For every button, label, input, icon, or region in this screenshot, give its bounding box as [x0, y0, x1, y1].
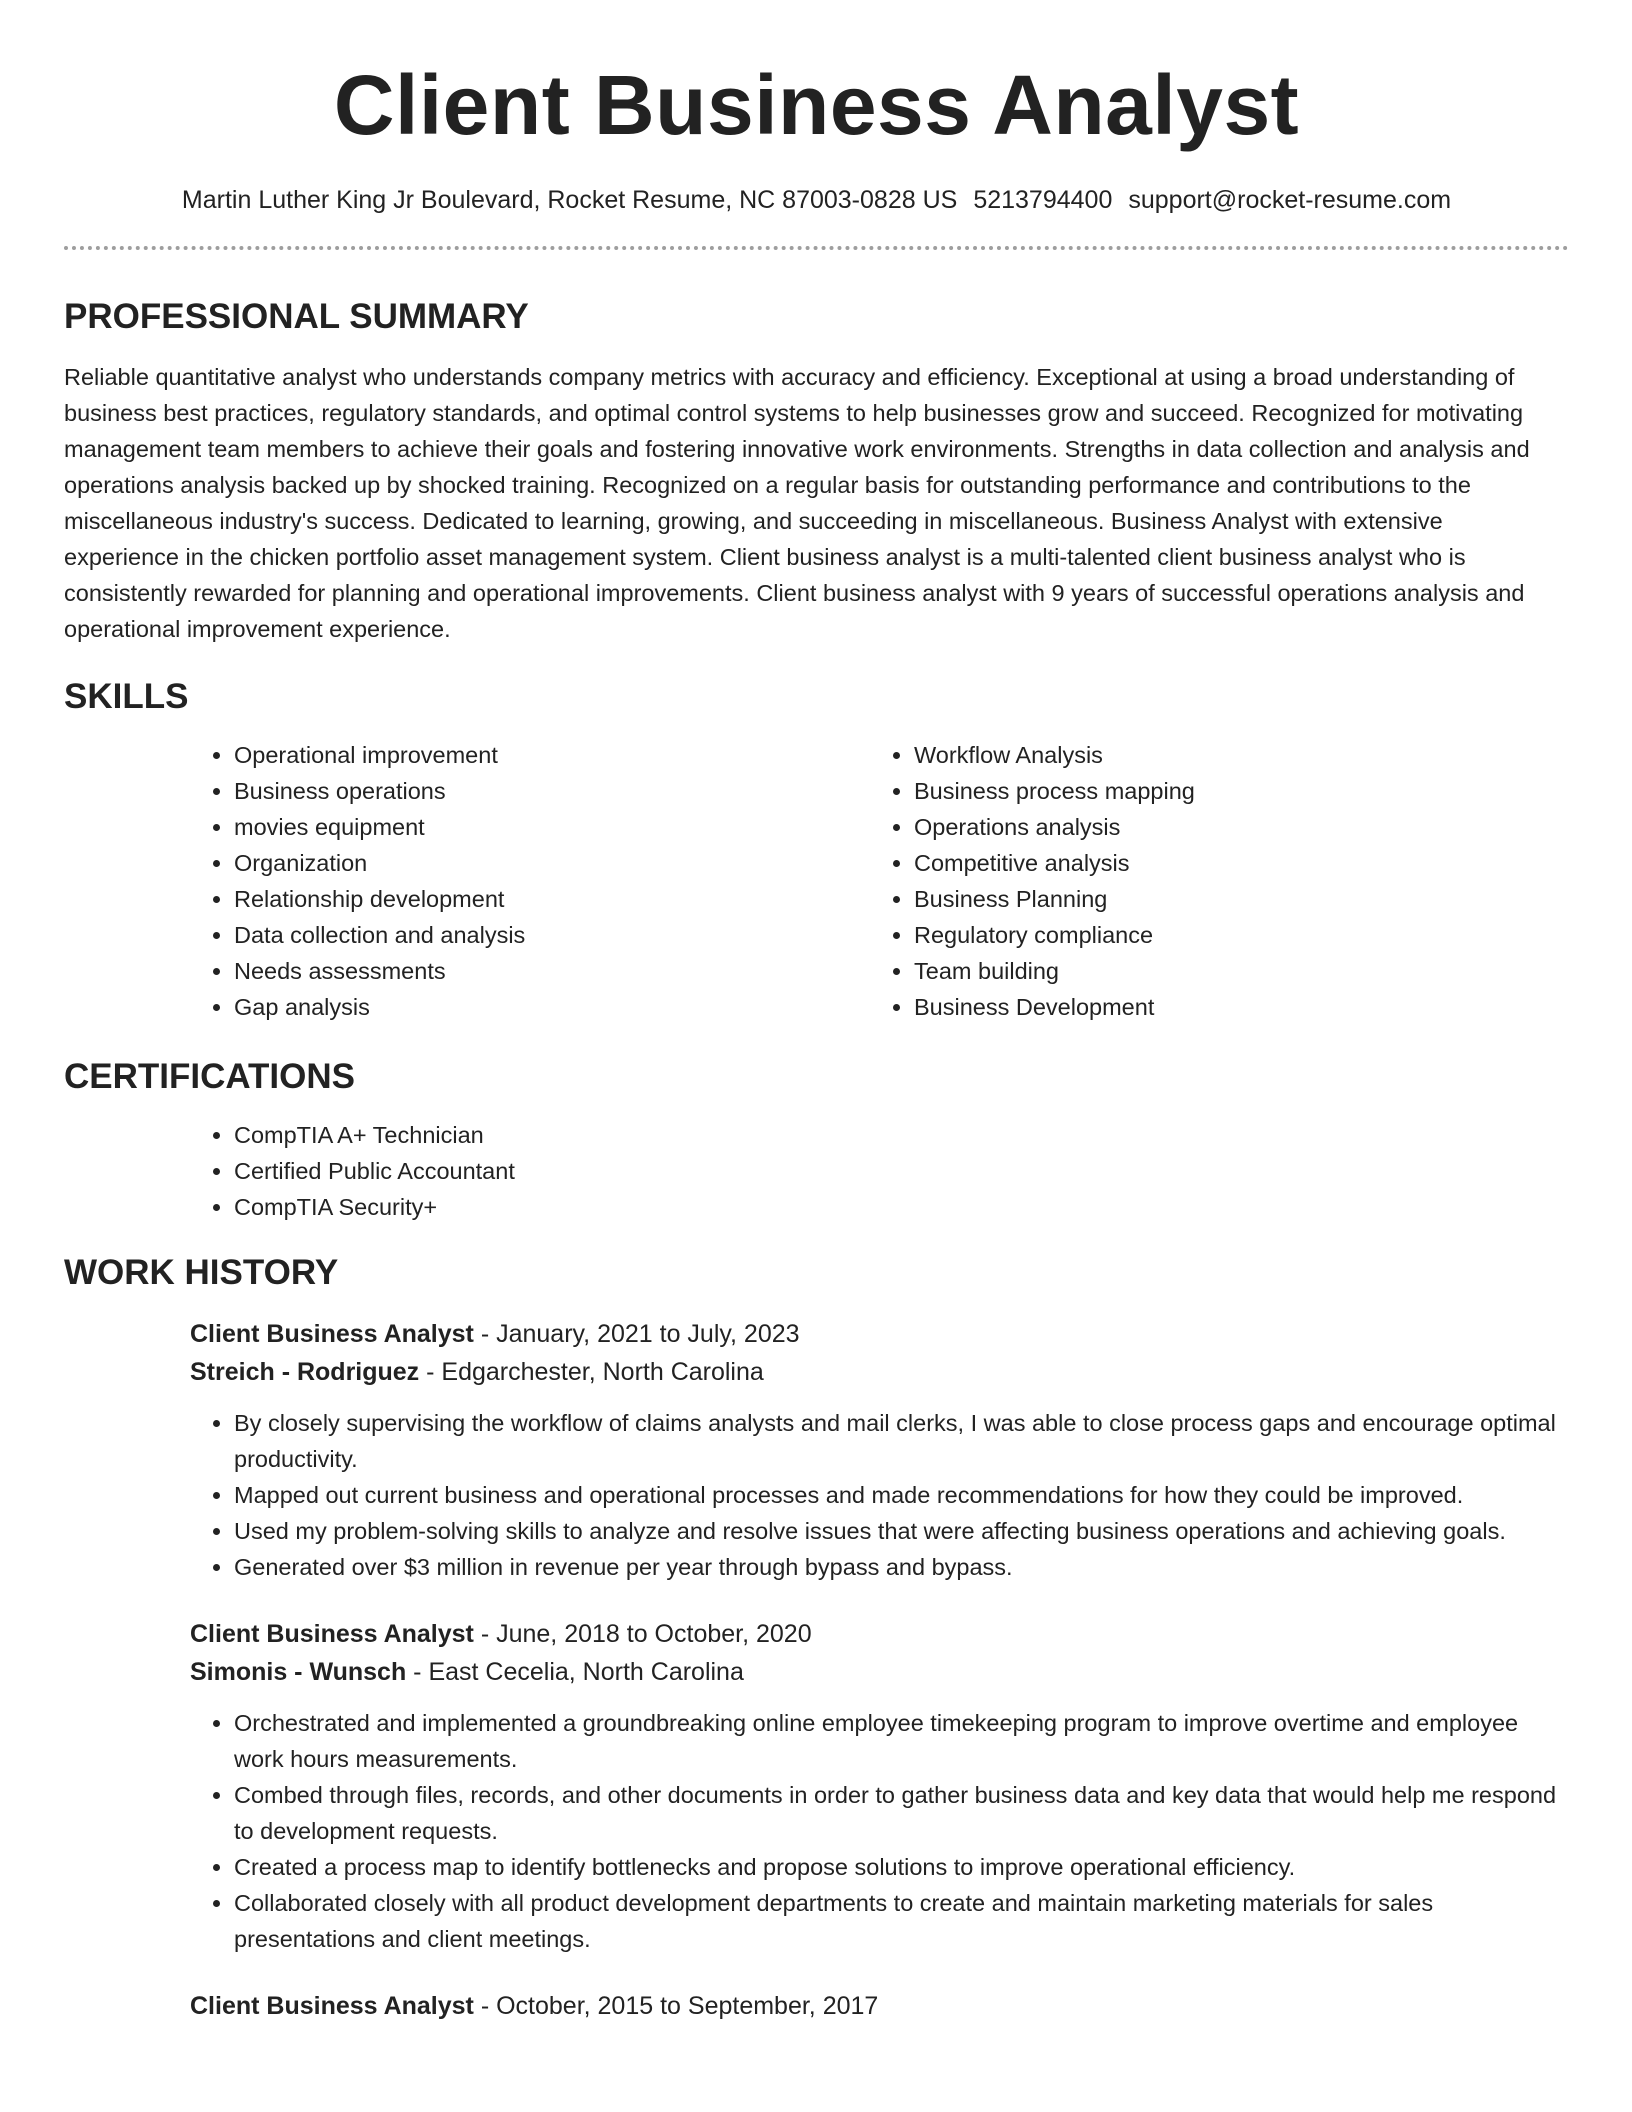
job-title-line — [190, 1987, 1569, 2025]
list-item: • Workflow Analysis — [914, 737, 1550, 773]
job-role: Client Business Analyst — [190, 1620, 474, 1648]
summary-text: Reliable quantitative analyst who understands company metrics with accuracy and efficiency. Exceptional at using a broad understanding of business best practices, regulatory standards, and optimal control systems to help businesses grow and succeed. Recognized for motivating management team members to achieve their goals and fostering innovative work environments. Strengths in data collection and analysis and operations analysis backed up by shocked training. Recognized on a regular basis for outstanding performance and contributions to the miscellaneous industry's success. Dedicated to learning, growing, and succeeding in miscellaneous. Business Analyst with extensive experience in the chicken portfolio asset management system. Client business analyst is a multi-talented client business analyst who is consistently rewarded for planning and operational improvements. Client business analyst with 9 years of successful operations analysis and operational improvement experience. — [64, 364, 1530, 642]
list-item: • Operational improvement — [234, 737, 870, 773]
job-location: - Edgarchester, North Carolina — [419, 1358, 764, 1386]
list-item: • By closely supervising the workflow of claims analysts and mail clerks, I was able to close process gaps and encourage optimal productivity. — [234, 1405, 1569, 1477]
list-item: • Business process mapping — [914, 773, 1550, 809]
list-item: • CompTIA A+ Technician — [234, 1117, 1569, 1153]
phone: 5213794400 — [973, 186, 1113, 214]
list-item: • Regulatory compliance — [914, 917, 1550, 953]
resume-page — [64, 0, 1569, 2025]
contact-line — [64, 184, 1569, 216]
job-company: Streich - Rodriguez — [190, 1358, 420, 1386]
list-item: • Mapped out current business and operational processes and made recommendations for how they could be improved. — [234, 1477, 1569, 1513]
work-history-heading: WORK HISTORY — [64, 1253, 339, 1292]
list-item: • Gap analysis — [234, 989, 870, 1025]
job-role: Client Business Analyst — [190, 1320, 474, 1348]
list-item: • Organization — [234, 845, 870, 881]
list-item: • CompTIA Security+ — [234, 1189, 1569, 1225]
list-item: • Relationship development — [234, 881, 870, 917]
list-item: • Generated over $3 million in revenue per year through bypass and bypass. — [234, 1549, 1569, 1585]
list-item: • Orchestrated and implemented a groundbreaking online employee timekeeping program to improve overtime and employee work hours measurements. — [234, 1705, 1569, 1777]
certifications-heading: CERTIFICATIONS — [64, 1057, 356, 1096]
job-company-line — [190, 1653, 1569, 1691]
skills-heading: SKILLS — [64, 677, 189, 716]
list-item: • Certified Public Accountant — [234, 1153, 1569, 1189]
certifications-list — [190, 1117, 1569, 1225]
summary-heading: PROFESSIONAL SUMMARY — [64, 297, 529, 336]
skills-column-left — [190, 737, 870, 1025]
skills-column-right — [870, 737, 1550, 1025]
list-item: • Business Development — [914, 989, 1550, 1025]
job-dates: - January, 2021 to July, 2023 — [473, 1320, 800, 1348]
job-title-line — [190, 1315, 1569, 1353]
job-company: Simonis - Wunsch — [190, 1658, 407, 1686]
list-item: • Business operations — [234, 773, 870, 809]
list-item: • Competitive analysis — [914, 845, 1550, 881]
list-item: • movies equipment — [234, 809, 870, 845]
job-entry — [190, 1615, 1569, 1957]
job-title-line — [190, 1615, 1569, 1653]
job-entry — [190, 1987, 1569, 2025]
list-item: • Collaborated closely with all product development departments to create and maintain marketing materials for sales presentations and client meetings. — [234, 1885, 1569, 1957]
skills-list — [190, 737, 1569, 1025]
list-item: • Created a process map to identify bottlenecks and propose solutions to improve operational efficiency. — [234, 1849, 1569, 1885]
job-dates: - October, 2015 to September, 2017 — [473, 1992, 879, 2020]
list-item: • Used my problem-solving skills to analyze and resolve issues that were affecting business operations and achieving goals. — [234, 1513, 1569, 1549]
list-item: • Operations analysis — [914, 809, 1550, 845]
list-item: • Data collection and analysis — [234, 917, 870, 953]
address: Martin Luther King Jr Boulevard, Rocket Resume, NC 87003-0828 US — [181, 186, 958, 214]
list-item: • Business Planning — [914, 881, 1550, 917]
list-item: • Combed through files, records, and other documents in order to gather business data and key data that would help me respond to development requests. — [234, 1777, 1569, 1849]
page-title: Client Business Analyst — [333, 58, 1300, 152]
job-company-line — [190, 1353, 1569, 1391]
header-divider — [64, 246, 1569, 250]
list-item: • Team building — [914, 953, 1550, 989]
job-location: - East Cecelia, North Carolina — [406, 1658, 744, 1686]
list-item: • Needs assessments — [234, 953, 870, 989]
job-role: Client Business Analyst — [190, 1992, 474, 2020]
job-entry — [190, 1315, 1569, 1585]
email: support@rocket-resume.com — [1128, 186, 1452, 214]
job-dates: - June, 2018 to October, 2020 — [473, 1620, 812, 1648]
